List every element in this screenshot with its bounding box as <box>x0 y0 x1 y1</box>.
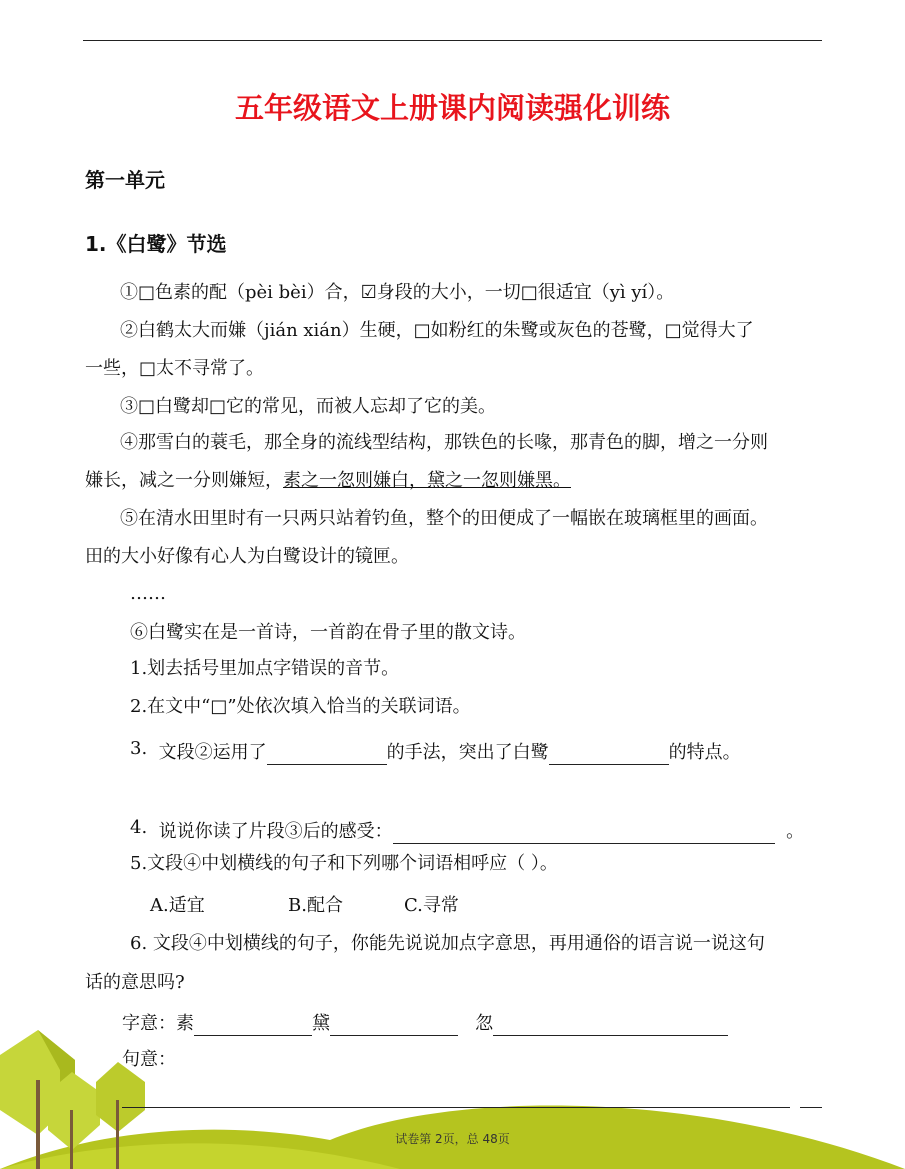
question-3-number: 3. <box>130 738 148 759</box>
answer-blank[interactable] <box>393 825 775 844</box>
paragraph-1: ①□色素的配（pèi bèi）合，☑身段的大小，一切□很适宜（yì yí）。 <box>120 282 675 303</box>
section-heading: 1.《白鹭》节选 <box>85 232 227 256</box>
paragraph-2: ②白鹤太大而嫌（jián xián）生硬，□如粉红的朱鹭或灰色的苍鹭，□觉得大了 <box>120 320 754 341</box>
question-5-option-b: B.配合 <box>288 895 343 916</box>
paragraph-5: ⑤在清水田里时有一只两只站着钓鱼，整个的田便成了一幅嵌在玻璃框里的画面。 <box>120 508 768 529</box>
paragraph-6: ⑥白鹭实在是一首诗，一首韵在骨子里的散文诗。 <box>130 622 526 643</box>
page-number: 试卷第 2页，总 48页 <box>395 1132 510 1146</box>
question-5-option-a: A.适宜 <box>150 895 205 916</box>
paragraph-5-cont: 田的大小好像有心人为白鹭设计的镜匣。 <box>85 546 409 567</box>
paragraph-3: ③□白鹭却□它的常见，而被人忘却了它的美。 <box>120 396 497 417</box>
paragraph-4-text: 嫌长，减之一分则嫌短， <box>85 470 283 491</box>
question-3 <box>130 737 741 765</box>
paragraph-4: ④那雪白的蓑毛，那全身的流线型结构，那铁色的长喙，那青色的脚，增之一分则 <box>120 432 768 453</box>
question-4 <box>130 816 804 844</box>
question-3-text-c: 的特点。 <box>668 742 741 763</box>
answer-line[interactable] <box>122 1107 790 1108</box>
question-6: 6. 文段④中划横线的句子，你能先说说加点字意思，再用通俗的语言说一说这句 <box>130 933 765 954</box>
unit-heading: 第一单元 <box>85 168 165 192</box>
question-2: 2.在文中“□”处依次填入恰当的关联词语。 <box>130 696 471 717</box>
question-5: 5.文段④中划横线的句子和下列哪个词语相呼应（ ）。 <box>130 853 558 874</box>
question-1: 1.划去括号里加点字错误的音节。 <box>130 658 400 679</box>
word-dai: 黛 <box>312 1013 330 1034</box>
paragraph-4-cont <box>85 469 571 493</box>
sentence-meaning-label: 句意： <box>122 1049 176 1070</box>
question-4-end: 。 <box>786 821 805 842</box>
word-su: 素 <box>176 1013 194 1034</box>
question-4-number: 4. <box>130 817 148 838</box>
question-6-cont: 话的意思吗? <box>85 972 185 993</box>
header-rule <box>83 40 822 41</box>
question-3-text-b: 的手法，突出了白鹭 <box>386 742 549 763</box>
answer-line[interactable] <box>800 1107 822 1108</box>
word-hu: 忽 <box>475 1013 494 1034</box>
paragraph-2-cont: 一些，□太不寻常了。 <box>85 358 265 379</box>
answer-blank[interactable] <box>267 746 387 765</box>
answer-blank[interactable] <box>549 746 669 765</box>
underlined-sentence: 素之一忽则嫌白，黛之一忽则嫌黑。 <box>283 470 571 491</box>
question-4-text: 说说你读了片段③后的感受： <box>158 821 393 842</box>
question-3-text-a: 文段②运用了 <box>158 742 267 763</box>
ellipsis: …… <box>130 583 166 604</box>
document-title: 五年级语文上册课内阅读强化训练 <box>234 91 670 125</box>
question-5-option-c: C.寻常 <box>404 895 459 916</box>
word-meaning-label: 字意： <box>122 1013 176 1034</box>
